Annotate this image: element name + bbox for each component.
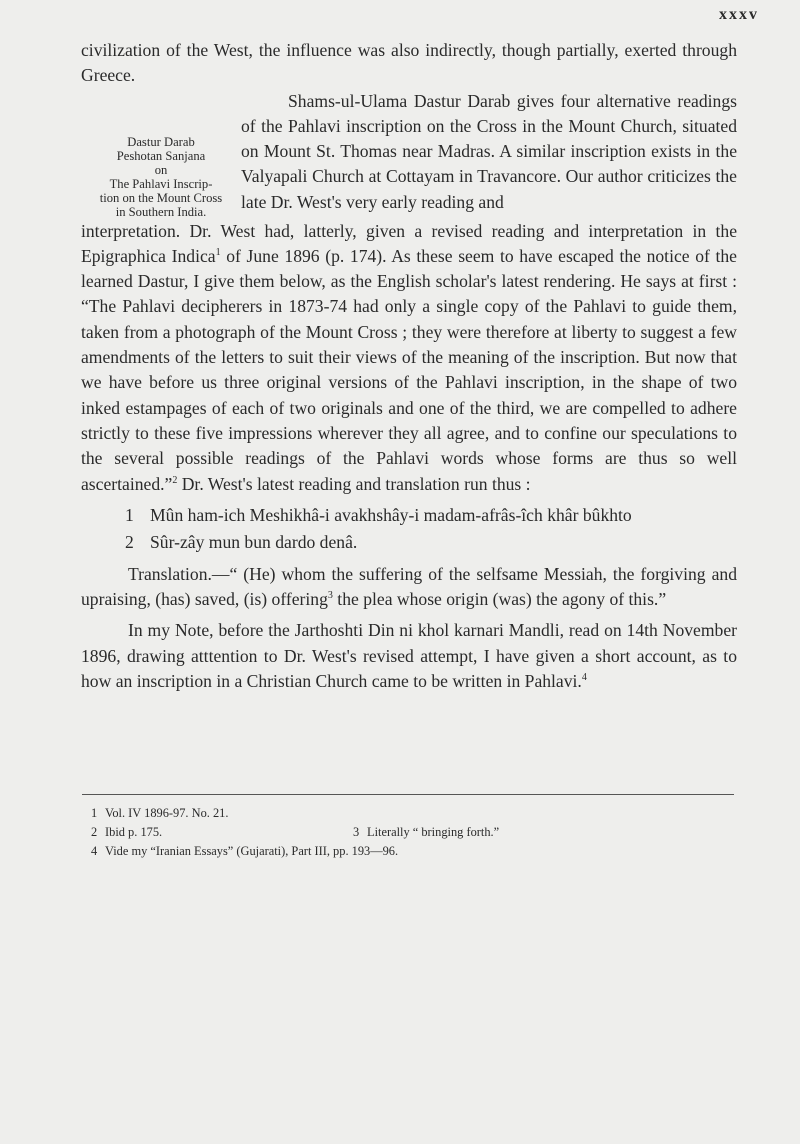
line-number: 1: [125, 504, 134, 525]
footnotes: [91, 804, 731, 861]
footnote-divider: [82, 794, 734, 795]
main-text: [81, 38, 737, 694]
footnote: [91, 804, 731, 823]
side-note-line: Dastur Darab: [127, 134, 195, 149]
text-run: In my Note, before the Jarthoshti Din ni khol karnari Mandli, read on 14th November 1896, drawing atttention to Dr. West's revised attempt, I have given a short account, as to how an inscription in a Christian Church came to be written in Pahlavi.: [81, 620, 737, 692]
paragraph-dastur-hang: Shams-ul-Ulama Dastur Darab gives four alternative readings of the Pahlavi inscription on the Cross in the Mount Church, situated on Mount St. Thomas near Madras. A similar inscription exists in the Valyapali Church at Cottayam in Travancore. Our author criticizes the late Dr. West's very early reading and: [241, 90, 737, 212]
paragraph-translation: [81, 562, 737, 613]
inscription-text: Mûn ham-ich Meshikhâ-i avakhshây-i madam-afrâs-îch khâr bûkhto: [150, 504, 632, 525]
footnote-text: Ibid p. 175.: [105, 825, 163, 839]
footnote-ref: 4: [581, 672, 587, 684]
footnote-pair: [91, 823, 731, 842]
text-run: Dr. West's latest reading and translation run thus :: [177, 473, 531, 494]
footnote: [91, 823, 353, 842]
side-note-line: tion on the Mount Cross: [99, 190, 223, 205]
footnote-text: Literally “ bringing forth.”: [367, 825, 500, 839]
side-note: [81, 135, 241, 219]
inscription-line: [125, 502, 737, 529]
paragraph-greece: civilization of the West, the influence was also indirectly, though partially, exerted through Greece.: [81, 40, 737, 86]
paragraph-note: [81, 618, 737, 694]
line-number: 2: [125, 531, 134, 552]
footnote-ref: 1: [215, 247, 221, 259]
paragraph-west-reading: [81, 219, 737, 497]
side-note-line: Peshotan Sanjana: [116, 148, 206, 163]
footnote-text: Vide my “Iranian Essays” (Gujarati), Part III, pp. 193—96.: [105, 844, 399, 858]
text-run: the plea whose origin (was) the agony of this.”: [332, 589, 667, 610]
paragraph-dastur-block: [81, 89, 737, 219]
footnote-text: Vol. IV 1896-97. No. 21.: [105, 806, 229, 820]
text-run: interpretation. Dr. West had, latterly, given a revised reading and interpretation in the Epigraphica Indica: [81, 220, 737, 266]
footnote: [353, 823, 499, 842]
footnote-ref: 2: [172, 474, 178, 486]
text-run: Translation.—“ (He) whom the suffering of the selfsame Messiah, the forgiving and upraising, (has) saved, (is) offering: [81, 563, 737, 610]
side-note-line: in Southern India.: [115, 204, 207, 219]
inscription-text: Sûr-zây mun bun dardo denâ.: [150, 531, 358, 552]
side-note-line: The Pahlavi Inscrip-: [109, 176, 213, 191]
page-number: xxxv: [719, 6, 759, 23]
text-run: of June 1896 (p. 174). As these seem to have escaped the notice of the learned Dastur, I give them below, as the English scholar's latest rendering. He says at first : “The Pahlavi decipherers in 1873-74 had only a single copy of the Pahlavi to guide them, taken from a photograph of the Mount Cross ; they were therefore at liberty to suggest a few amendments of the letters to suit their views of the meaning of the inscription. But now that we have before us three original versions of the Pahlavi inscription, in the shape of two inked estampages of each of two originals and one of the third, we are compelled to adhere strictly to these five impressions wherever they all agree, and to confine our speculations to the several possible readings of the Pahlavi words whose forms are thus so well ascertained.”: [81, 245, 737, 494]
inscription-line: [125, 529, 737, 556]
side-note-line: on: [154, 162, 168, 177]
footnote-number: 2: [91, 825, 98, 839]
footnote-ref: 3: [327, 590, 333, 602]
footnote-number: 1: [91, 806, 98, 820]
footnote-number: 4: [91, 844, 98, 858]
footnote-number: 3: [353, 825, 360, 839]
footnote: [91, 842, 731, 861]
inscription-reading: [125, 502, 737, 556]
